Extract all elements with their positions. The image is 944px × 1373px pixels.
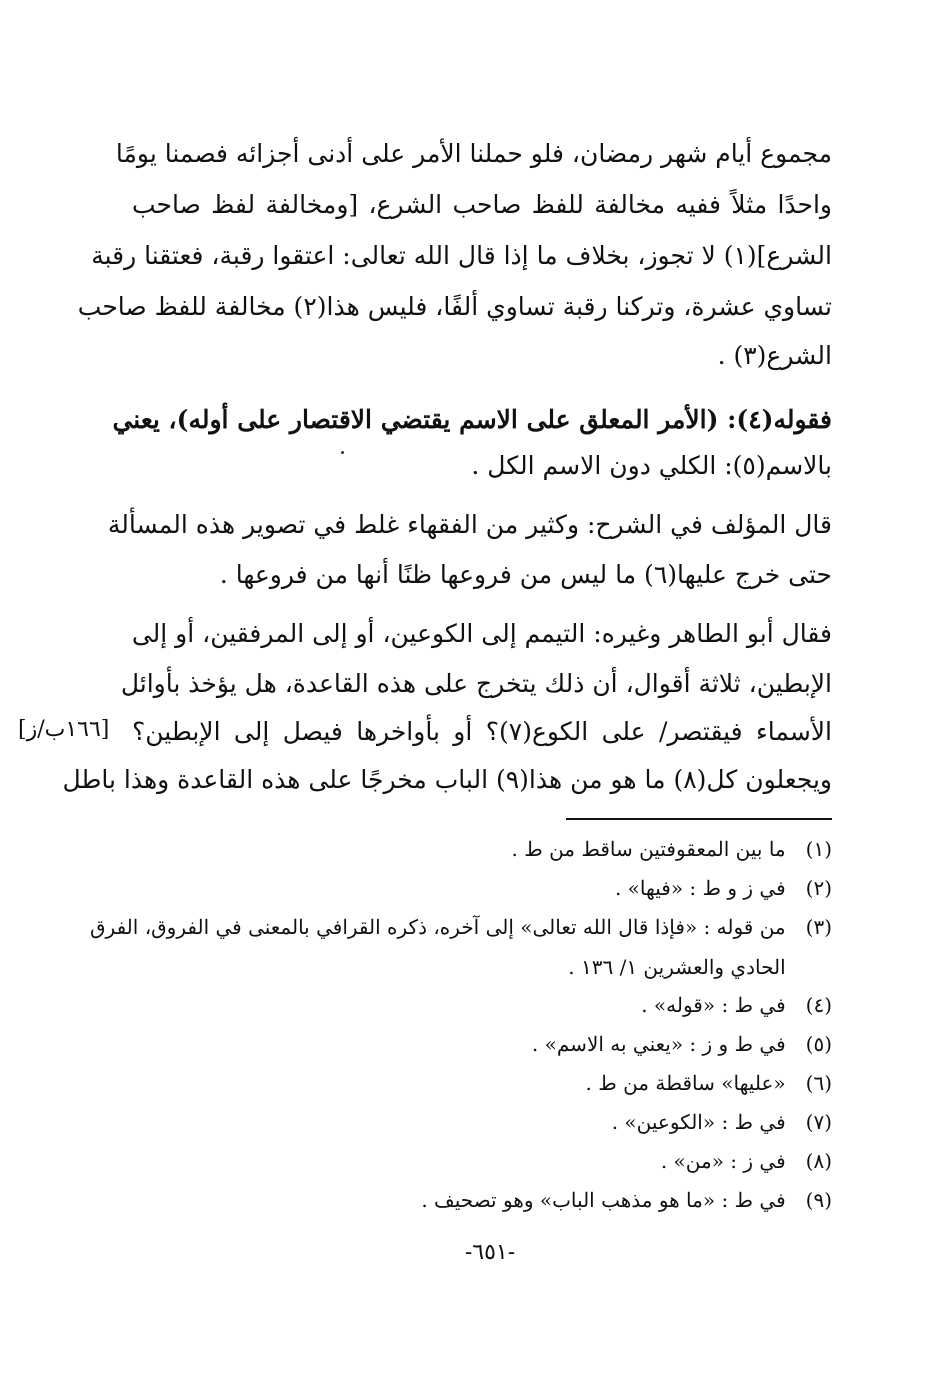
body-line-6: فقوله(٤): (الأمر المعلق على الاسم يقتضي الاقتصار على أوله)، يعني [112,405,832,434]
body-line-7: بالاسم(٥): الكلي دون الاسم الكل . [471,451,832,480]
footnote-text: في ط : «ما هو مذهب الباب» وهو تصحيف . [421,1188,786,1212]
footnote-text: ما بين المعقوفتين ساقط من ط . [511,837,786,861]
footnote-number: (٢) [805,876,832,900]
body-line-13: ويجعلون كل(٨) ما هو من هذا(٩) الباب مخرجًا على هذه القاعدة وهذا باطل [62,765,832,794]
body-line-3: الشرع](١) لا تجوز، بخلاف ما إذا قال الله تعالى: اعتقوا رقبة، فعتقنا رقبة [91,241,832,270]
footnote-text: من قوله : «فإذا قال الله تعالى» إلى آخره، ذكره القرافي بالمعنى في الفروق، الفرق [90,915,786,939]
body-line-8: قال المؤلف في الشرح: وكثير من الفقهاء غلط في تصوير هذه المسألة [107,510,832,539]
footnote-9 [112,1185,832,1215]
body-line-11: الإبطين، ثلاثة أقوال، أن ذلك يتخرج على هذه القاعدة، هل يؤخذ بأوائل [120,669,832,698]
footnote-text: في ز و ط : «فيها» . [614,876,786,900]
footnote-number: (٣) [805,915,832,939]
margin-folio-note: [١٦٦ب/ز] [18,717,110,742]
body-line-2: واحدًا مثلاً ففيه مخالفة للفظ صاحب الشرع، [ومخالفة لفظ صاحب [132,190,832,219]
footnote-separator [566,818,832,820]
footnote-1 [112,834,832,864]
body-line-1: مجموع أيام شهر رمضان، فلو حملنا الأمر على أدنى أجزائه فصمنا يومًا [115,139,832,168]
body-line-9: حتى خرج عليها(٦) ما ليس من فروعها ظنًا أنها من فروعها . [219,560,832,589]
body-line-10: فقال أبو الطاهر وغيره: التيمم إلى الكوعين، أو إلى المرفقين، أو إلى [131,619,832,648]
footnote-3 [90,912,832,942]
footnote-2 [112,873,832,903]
footnote-7 [112,1107,832,1137]
body-line-5: الشرع(٣) . [717,341,832,370]
page-number: -٦٥١- [464,1240,516,1265]
footnote-number: (٦) [805,1071,832,1095]
footnote-text: في ط : «قوله» . [641,993,786,1017]
footnote-3-continued [112,952,832,982]
footnote-5 [112,1029,832,1059]
footnote-4 [112,990,832,1020]
footnote-number: (٤) [805,993,832,1017]
footnote-number: (٨) [805,1149,832,1173]
body-line-12: الأسماء فيقتصر/ على الكوع(٧)؟ أو بأواخرها فيصل إلى الإبطين؟ [132,717,832,746]
footnote-text: الحادي والعشرين ١/ ١٣٦ . [568,955,786,979]
footnote-text: في ط : «الكوعين» . [611,1110,786,1134]
footnote-text: في ز : «من» . [660,1149,786,1173]
footnote-number: (٩) [805,1188,832,1212]
footnote-8 [112,1146,832,1176]
footnote-number: (١) [805,837,832,861]
footnote-number: (٧) [805,1110,832,1134]
body-line-4: تساوي عشرة، وتركنا رقبة تساوي ألفًا، فليس هذا(٢) مخالفة للفظ صاحب [77,292,832,321]
footnote-text: «عليها» ساقطة من ط . [585,1071,786,1095]
footnote-text: في ط و ز : «يعني به الاسم» . [531,1032,786,1056]
footnote-number: (٥) [805,1032,832,1056]
footnote-6 [112,1068,832,1098]
